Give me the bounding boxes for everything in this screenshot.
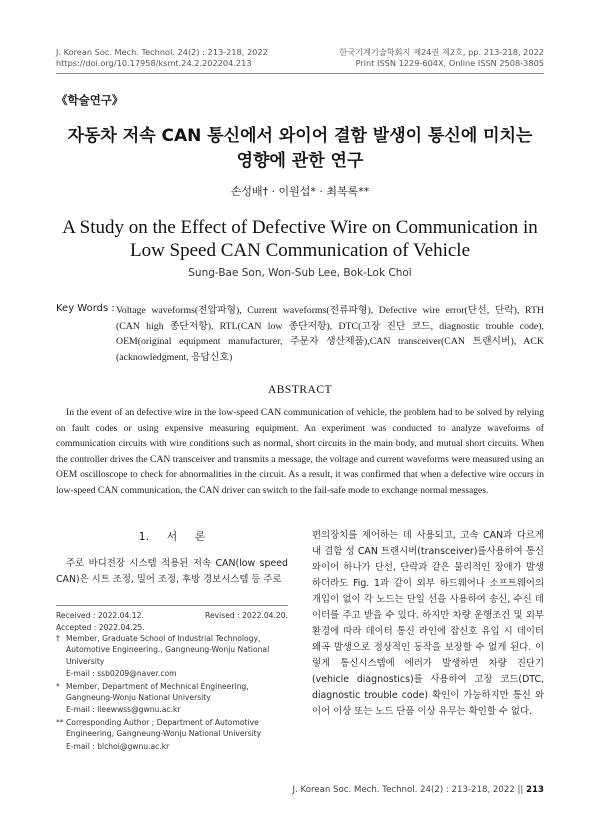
page-number: 213 (526, 785, 544, 795)
footnote-mark: † (56, 634, 60, 643)
korean-title (40, 124, 560, 174)
footnote-rule (56, 605, 288, 606)
korean-authors: 손성배† · 이원섭* · 최복록** (230, 185, 370, 198)
doi-link[interactable]: https://doi.org/10.17958/ksmt.24.2.202204.213 (56, 58, 252, 68)
article-category: 《학술연구》 (56, 93, 124, 107)
korean-title-line: 자동차 저속 CAN 통신에서 와이어 결함 발생이 통신에 미치는 (67, 126, 533, 146)
footnote-item (56, 668, 288, 679)
footer-citation: J. Korean Soc. Mech. Technol. 24(2) : 213-218, 2022 || (292, 785, 524, 795)
body-text-right: 편의장치를 제어하는 데 사용되고, 고속 CAN과 다르게 내 결함 성 CAN 트랜시버(transceiver)를사용하여 통신 와이어 하나가 단선, 단락과 같은 물리적인 장애가 발생하더라도 Fig. 1과 같이 외부 하드웨어나 소프트웨어의 개입이 없이 각 노드는 단일 선을 사용하여 송신, 수신 데이터를 주고 받을 수 있다. 하지만 차량 운행조건 및 외부 환경에 따라 데이터 통신 라인에 잡신호 유입 시 데이터 왜곡 발생으로 정상적인 동작을 보장할 수 없게 된다. 이렇게 통신시스템에 에러가 발생하면 차량 진단기(vehicle diagnostics)를 사용하여 고장 코드(DTC, diagnostic trouble code) 확인이 가능하지만 통신 와이어 이상 또는 노드 단품 이상 유무는 확인할 수 없다. (312, 530, 544, 717)
header-rule (56, 73, 544, 74)
journal-citation: J. Korean Soc. Mech. Technol. 24(2) : 213-218, 2022 (56, 47, 268, 57)
footnote-mark: * (56, 681, 60, 691)
korean-title-line: 영향에 관한 연구 (236, 151, 364, 171)
abstract-text: In the event of an defective wire in the low-speed CAN communication of vehicle, the problem had to be solved by relying on fault codes or using expensive measuring equipment. An experiment was conducted to analyze waveforms of communication circuits with wire conditions such as normal, short circuits in the main body, and mutual short circuits. When the controller drives the CAN transceiver and transmits a message, the voltage and current waveforms were measured using an OEM oscilloscope to check for abnormalities in the circuit. As a result, it was confirmed that when a defective wire occurs in low-speed CAN communication, the CAN driver can switch to the fail-safe mode to exchange normal messages. (56, 407, 544, 496)
revised-date: Revised : 2022.04.20. (205, 611, 288, 620)
footnote-email[interactable]: E-mail : blchoi@gwnu.ac.kr (66, 741, 170, 751)
english-title (40, 216, 560, 262)
footnote-email[interactable]: E-mail : lleewwss@gwnu.ac.kr (66, 705, 181, 715)
body-text-left: 주로 바디전장 시스템 적용된 저속 CAN(low speed CAN)은 시트 조정, 밀어 조정, 후방 경보시스템 등 주로 (56, 558, 288, 585)
issn-info: Print ISSN 1229-604X, Online ISSN 2508-3805 (355, 58, 544, 68)
footnote-item (56, 717, 288, 740)
english-title-line: Low Speed CAN Communication of Vehicle (129, 240, 470, 261)
abstract-heading: ABSTRACT (267, 384, 333, 396)
section-heading: 1. 서 론 (138, 530, 206, 543)
keywords-text: Voltage waveforms(전압파형), Current waveforms(전류파형), Defective wire error(단선, 단락), RTH (CAN high 종단저항), RTL(CAN low 종단저항), DTC(고장 진단 코드, diagnostic trouble code), OEM(original equipment manufacturer, 주문자 생산제품),CAN transceiver(CAN 트랜시버), ACK (acknowledgment, 응답신호) (116, 305, 544, 363)
footnote-list (56, 633, 288, 753)
footnote-mark: ** (56, 717, 64, 727)
footnote-text: Member, Graduate School of Industrial Technology, Automotive Engineering., Gangneung-Wonju National University (66, 634, 270, 666)
footnote-email[interactable]: E-mail : ssb0209@naver.com (66, 669, 177, 679)
footnote-dates (56, 610, 288, 634)
received-date: Received : 2022.04.12. (56, 611, 144, 620)
english-authors: Sung-Bae Son, Won-Sub Lee, Bok-Lok Choi (188, 267, 412, 279)
footnote-text: Member, Department of Mechnical Engineering, Gangneung-Wonju National University (66, 681, 249, 703)
footnote-item (56, 741, 288, 752)
journal-citation-korean: 한국기계기술학회지 제24권 제2호, pp. 213-218, 2022 (339, 47, 544, 57)
footnote-item (56, 633, 288, 667)
page-footer (293, 785, 545, 795)
english-title-line: A Study on the Effect of Defective Wire on Communication in (62, 217, 538, 238)
footnote-text: Corresponding Author ; Department of Automotive Engineering, Gangneung-Wonju National University (66, 717, 262, 739)
footnote-item (56, 704, 288, 715)
accepted-date: Accepted : 2022.04.25. (56, 623, 145, 632)
keywords-label: Key Words : (56, 303, 115, 314)
footnote-item (56, 681, 288, 704)
